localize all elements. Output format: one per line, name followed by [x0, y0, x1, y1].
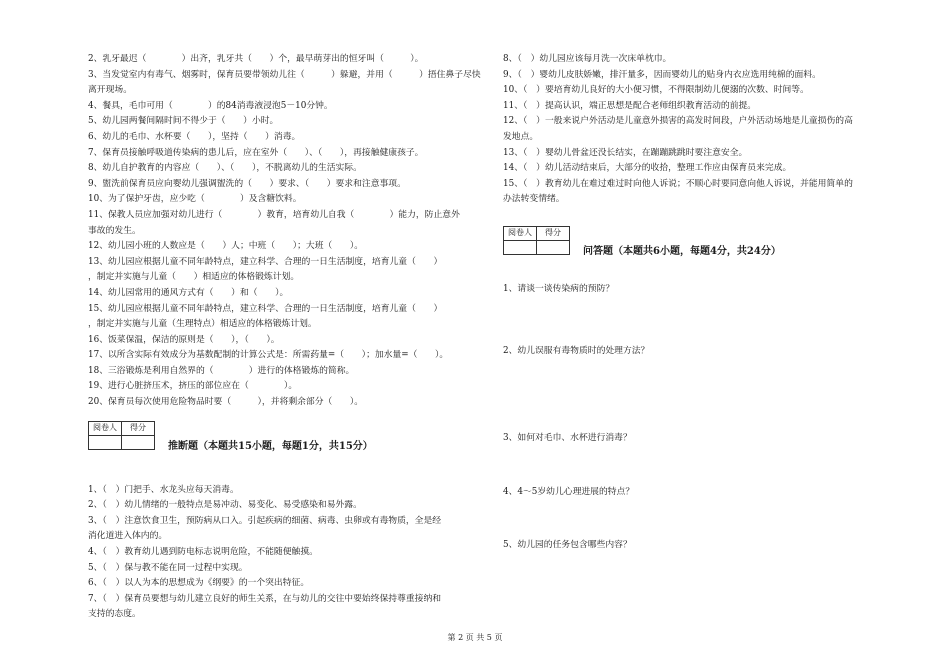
fill-question	[88, 364, 483, 380]
fill-question	[88, 192, 483, 208]
essay-section-title: 问答题（本题共6小题，每题4分，共24分）	[583, 245, 781, 257]
question-continuation: 事故的发生。	[88, 225, 141, 236]
question-text: 15、幼儿园应根据儿童不同年龄特点，建立科学、合理的一日生活制度，培育儿童（ ）	[88, 303, 443, 314]
question-continuation: ，制定并实施与儿童（ ）相适应的体格锻炼计划。	[88, 272, 300, 283]
page-footer: 第 2 页 共 5 页	[447, 633, 503, 642]
judge-question	[88, 514, 483, 545]
question-text: 5、（ ）保与教不能在同一过程中实现。	[88, 562, 248, 573]
score-label: 得分	[537, 226, 570, 240]
essay-score-block	[503, 226, 893, 260]
question-text: 13、（ ）婴幼儿骨盆还没长结实，在蹦蹦跳跳时要注意安全。	[503, 147, 748, 158]
question-text: 7、保育员接触呼吸道传染病的患儿后，应在室外（ ）、（ ），再接触健康孩子。	[88, 147, 424, 158]
question-text: 17、以所含实际有效成分为基数配制的计算公式是：所需药量=（ ）；加水量=（ ）。	[88, 350, 449, 361]
fill-question	[88, 208, 483, 239]
right-column	[503, 52, 893, 554]
reviewer-cell[interactable]	[89, 435, 122, 449]
question-text: 8、幼儿自护教育的内容应（ ）、（ ），不脱离幼儿的生活实际。	[88, 163, 362, 174]
question-text: 4、（ ）教育幼儿遇到防电标志说明危险，不能随便触摸。	[88, 547, 318, 558]
reviewer-label: 阅卷人	[504, 226, 537, 240]
judge-question	[88, 592, 483, 623]
fill-in-questions	[88, 52, 483, 411]
question-text: 9、（ ）婴幼儿皮肤娇嫩，排汗量多，因而婴幼儿的贴身内衣应选用纯棉的面料。	[503, 69, 821, 80]
question-text: 11、保教人员应加强对幼儿进行（ ）教育，培育幼儿自我（ ）能力，防止意外	[88, 209, 460, 220]
score-table	[503, 226, 570, 255]
fill-question	[88, 302, 483, 333]
score-cell[interactable]	[122, 435, 155, 449]
judge-question	[88, 545, 483, 561]
fill-question	[88, 130, 483, 146]
fill-question	[88, 286, 483, 302]
fill-question	[88, 161, 483, 177]
essay-question: 2、幼儿误服有毒物质时的处理方法？	[503, 345, 650, 356]
question-text: 8、（ ）幼儿园应该每月洗一次床单枕巾。	[503, 54, 672, 64]
judge-question	[88, 498, 483, 514]
question-text: 4、餐具，毛巾可用（ ）的84消毒液浸泡5－10分钟。	[88, 100, 333, 111]
question-text: 20、保育员每次使用危险物品时要（ ），并将剩余部分（ ）。	[88, 397, 364, 408]
judge-question	[88, 483, 483, 499]
judge-question	[88, 561, 483, 577]
judge-question	[503, 99, 893, 115]
question-text: 14、幼儿园常用的通风方式有（ ）和（ ）。	[88, 287, 289, 298]
question-text: 16、饭菜保温，保洁的原则是（ ），（ ）。	[88, 334, 280, 345]
fill-question	[88, 146, 483, 162]
judge-question	[503, 68, 893, 84]
question-continuation: 发地点。	[503, 131, 539, 142]
left-column	[88, 52, 483, 623]
judge-questions-right	[503, 52, 893, 208]
judge-question	[503, 114, 893, 145]
question-text: 14、（ ）幼儿活动结束后，大部分的收拾，整理工作应由保育员来完成。	[503, 163, 792, 174]
judge-question	[88, 576, 483, 592]
question-text: 7、（ ）保育员要想与幼儿建立良好的师生关系，在与幼儿的交往中要始终保持尊重接纳和	[88, 593, 442, 604]
judge-question	[503, 161, 893, 177]
fill-question	[88, 68, 483, 99]
question-continuation: ，制定并实施与儿童（生理特点）相适应的体格锻炼计划。	[88, 319, 317, 330]
judge-questions-left	[88, 483, 483, 623]
question-text: 5、幼儿园两餐间隔时间不得少于（ ）小时。	[88, 116, 279, 127]
question-text: 19、进行心脏挤压术，挤压的部位应在（ ）。	[88, 381, 298, 392]
fill-question	[88, 239, 483, 255]
score-label: 得分	[122, 421, 155, 435]
question-text: 3、（ ）注意饮食卫生，预防病从口入。引起疾病的细菌、病毒、虫卵或有毒物质，全是经	[88, 515, 442, 526]
question-continuation: 离开现场。	[88, 85, 132, 96]
question-text: 6、幼儿的毛巾、水杯要（ ），坚持（ ）消毒。	[88, 131, 301, 142]
question-text: 6、（ ）以人为本的思想成为《纲要》的一个突出特征。	[88, 578, 310, 589]
question-text: 10、（ ）要培育幼儿良好的大小便习惯，不得限制幼儿便溺的次数、时间等。	[503, 85, 809, 96]
essay-question: 1、请谈一谈传染病的预防？	[503, 283, 615, 294]
judge-question	[503, 52, 893, 68]
question-text: 10、为了保护牙齿，应少吃（ ）及含糖饮料。	[88, 194, 302, 205]
reviewer-cell[interactable]	[504, 240, 537, 254]
fill-question	[88, 395, 483, 411]
essay-question: 5、幼儿园的任务包含哪些内容？	[503, 540, 632, 551]
question-text: 15、（ ）教育幼儿在难过难过时向他人诉说；不顺心时要同意向他人诉说，并能用简单的	[503, 178, 853, 189]
question-text: 18、三浴锻炼是利用自然界的（ ）进行的体格锻炼的简称。	[88, 365, 355, 376]
question-text: 13、幼儿园应根据儿童不同年龄特点，建立科学、合理的一日生活制度，培育儿童（ ）	[88, 256, 443, 267]
question-text: 12、（ ）一般来说户外活动是儿童意外损害的高发时间段，户外活动场地是儿童损伤的高	[503, 116, 853, 127]
fill-question	[88, 379, 483, 395]
question-text: 12、幼儿园小班的人数应是（ ）人；中班（ ）；大班（ ）。	[88, 241, 364, 252]
question-text: 1、（ ）门把手、水龙头应每天消毒。	[88, 484, 239, 495]
essay-question: 4、4～5岁幼儿心理进展的特点？	[503, 486, 635, 497]
question-text: 2、（ ）幼儿情绪的一般特点是易冲动、易变化、易受感染和易外露。	[88, 500, 362, 511]
score-table	[88, 421, 155, 450]
question-text: 3、当发觉室内有毒气、烟雾时，保育员要带领幼儿往（ ）躲避，并用（ ）捂住鼻子尽快	[88, 69, 481, 80]
judge-question	[503, 83, 893, 99]
fill-question	[88, 333, 483, 349]
essay-question: 3、如何对毛巾、水杯进行消毒？	[503, 433, 632, 444]
question-continuation: 消化道进入体内的。	[88, 531, 168, 542]
judge-question	[503, 146, 893, 162]
judge-section-title: 推断题（本题共15小题，每题1分，共15分）	[168, 440, 373, 452]
question-text: 11、（ ）提高认识，端正思想是配合老师组织教育活动的前提。	[503, 100, 757, 111]
question-continuation: 办法转变情绪。	[503, 194, 565, 205]
fill-question	[88, 99, 483, 115]
fill-question	[88, 177, 483, 193]
judge-score-block	[88, 421, 483, 455]
question-text: 2、乳牙最迟（ ）出齐，乳牙共（ ）个，最早萌芽出的恒牙叫（ ）。	[88, 54, 424, 64]
essay-questions	[503, 282, 893, 554]
judge-question	[503, 177, 893, 208]
fill-question	[88, 255, 483, 286]
score-cell[interactable]	[537, 240, 570, 254]
fill-question	[88, 114, 483, 130]
reviewer-label: 阅卷人	[89, 421, 122, 435]
question-continuation: 支持的态度。	[88, 609, 141, 620]
fill-question	[88, 52, 483, 68]
fill-question	[88, 348, 483, 364]
question-text: 9、盥洗前保育员应向婴幼儿强调盥洗的（ ）要求、（ ）要求和注意事项。	[88, 178, 406, 189]
